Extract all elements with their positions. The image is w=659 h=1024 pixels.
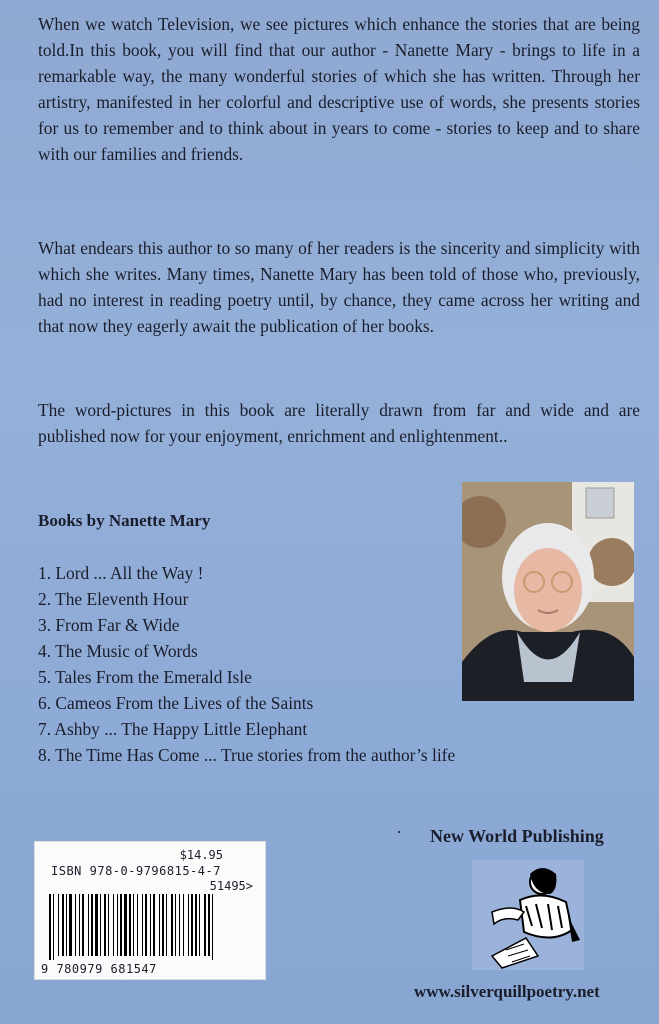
publisher-name: New World Publishing <box>430 826 604 846</box>
barcode-bar <box>129 894 131 956</box>
barcode-bar <box>104 894 106 956</box>
barcode-bar <box>183 894 184 956</box>
barcode-bar <box>142 894 143 956</box>
books-list <box>38 560 455 768</box>
barcode-bar <box>69 894 72 956</box>
website-link[interactable]: www.silverquillpoetry.net <box>414 982 600 1001</box>
ean-number: 9 780979 681547 <box>41 962 157 976</box>
barcode-bar <box>208 894 210 956</box>
barcode-bar <box>159 894 160 956</box>
book-item: 5. Tales From the Emerald Isle <box>38 667 252 687</box>
barcode-bar <box>145 894 147 956</box>
barcode-bar <box>212 894 213 960</box>
barcode-bar <box>113 894 114 956</box>
barcode-bar <box>117 894 118 956</box>
isbn-label: ISBN 978-0-9796815-4-7 <box>51 864 221 878</box>
book-item: 6. Cameos From the Lives of the Saints <box>38 693 314 713</box>
barcode-bar <box>88 894 89 956</box>
barcode-icon <box>49 894 251 960</box>
barcode-bar <box>124 894 127 956</box>
barcode-bar <box>95 894 98 956</box>
barcode-bar <box>191 894 193 956</box>
quill-logo-icon <box>472 860 584 970</box>
barcode-bar <box>75 894 76 956</box>
barcode-bar <box>195 894 197 956</box>
barcode-block <box>34 841 266 980</box>
barcode-bar <box>171 894 173 956</box>
barcode-bar <box>62 894 64 956</box>
barcode-bar <box>120 894 122 956</box>
barcode-bar <box>133 894 134 956</box>
addon-code: 51495> <box>209 879 253 893</box>
barcode-bar <box>166 894 167 956</box>
intro-paragraph: When we watch Television, we see pictures which enhance the stories that are being told.In this book, you will find that our author - Nanette Mary - brings to life in a remarkable way, the many wonderful stories of which she has written. Through her artistry, manifested in her colorful and descriptive use of words, she presents stories for us to remember and to think about in years to come - stories to keep and to share with our families and friends. <box>38 14 640 164</box>
book-item: 7. Ashby ... The Happy Little Elephant <box>38 719 308 739</box>
barcode-bar <box>66 894 67 956</box>
closing-paragraph: The word-pictures in this book are literally drawn from far and wide and are published now for your enjoyment, enrichment and enlightenment.. <box>38 400 640 446</box>
book-item: 1. Lord ... All the Way ! <box>38 563 204 583</box>
barcode-bar <box>179 894 180 956</box>
book-item: 2. The Eleventh Hour <box>38 589 189 609</box>
barcode-bar <box>137 894 138 956</box>
barcode-bar <box>153 894 155 956</box>
barcode-bar <box>49 894 51 960</box>
barcode-bar <box>162 894 164 956</box>
price-label: $14.95 <box>179 848 223 862</box>
barcode-bar <box>188 894 189 956</box>
barcode-bar <box>91 894 93 956</box>
barcode-bar <box>175 894 176 956</box>
barcode-bar <box>108 894 109 956</box>
barcode-bar <box>82 894 84 956</box>
barcode-bar <box>58 894 59 956</box>
barcode-bar <box>53 894 54 960</box>
author-photo <box>462 482 634 701</box>
book-item: 8. The Time Has Come ... True stories from the author’s life <box>38 745 456 765</box>
barcode-bar <box>150 894 151 956</box>
barcode-bar <box>79 894 80 956</box>
books-heading: Books by Nanette Mary <box>38 511 211 530</box>
barcode-bar <box>204 894 206 956</box>
bullet-dot: · <box>396 822 402 842</box>
book-item: 3. From Far & Wide <box>38 615 180 635</box>
barcode-bar <box>199 894 200 956</box>
book-item: 4. The Music of Words <box>38 641 198 661</box>
author-paragraph: What endears this author to so many of her readers is the sincerity and simplicity with which she writes. Many times, Nanette Mary has been told of those who, previously, had no interest in reading poetry until, by chance, they came across her writing and that now they eagerly await the publication of her books. <box>38 238 640 336</box>
barcode-bar <box>100 894 101 956</box>
